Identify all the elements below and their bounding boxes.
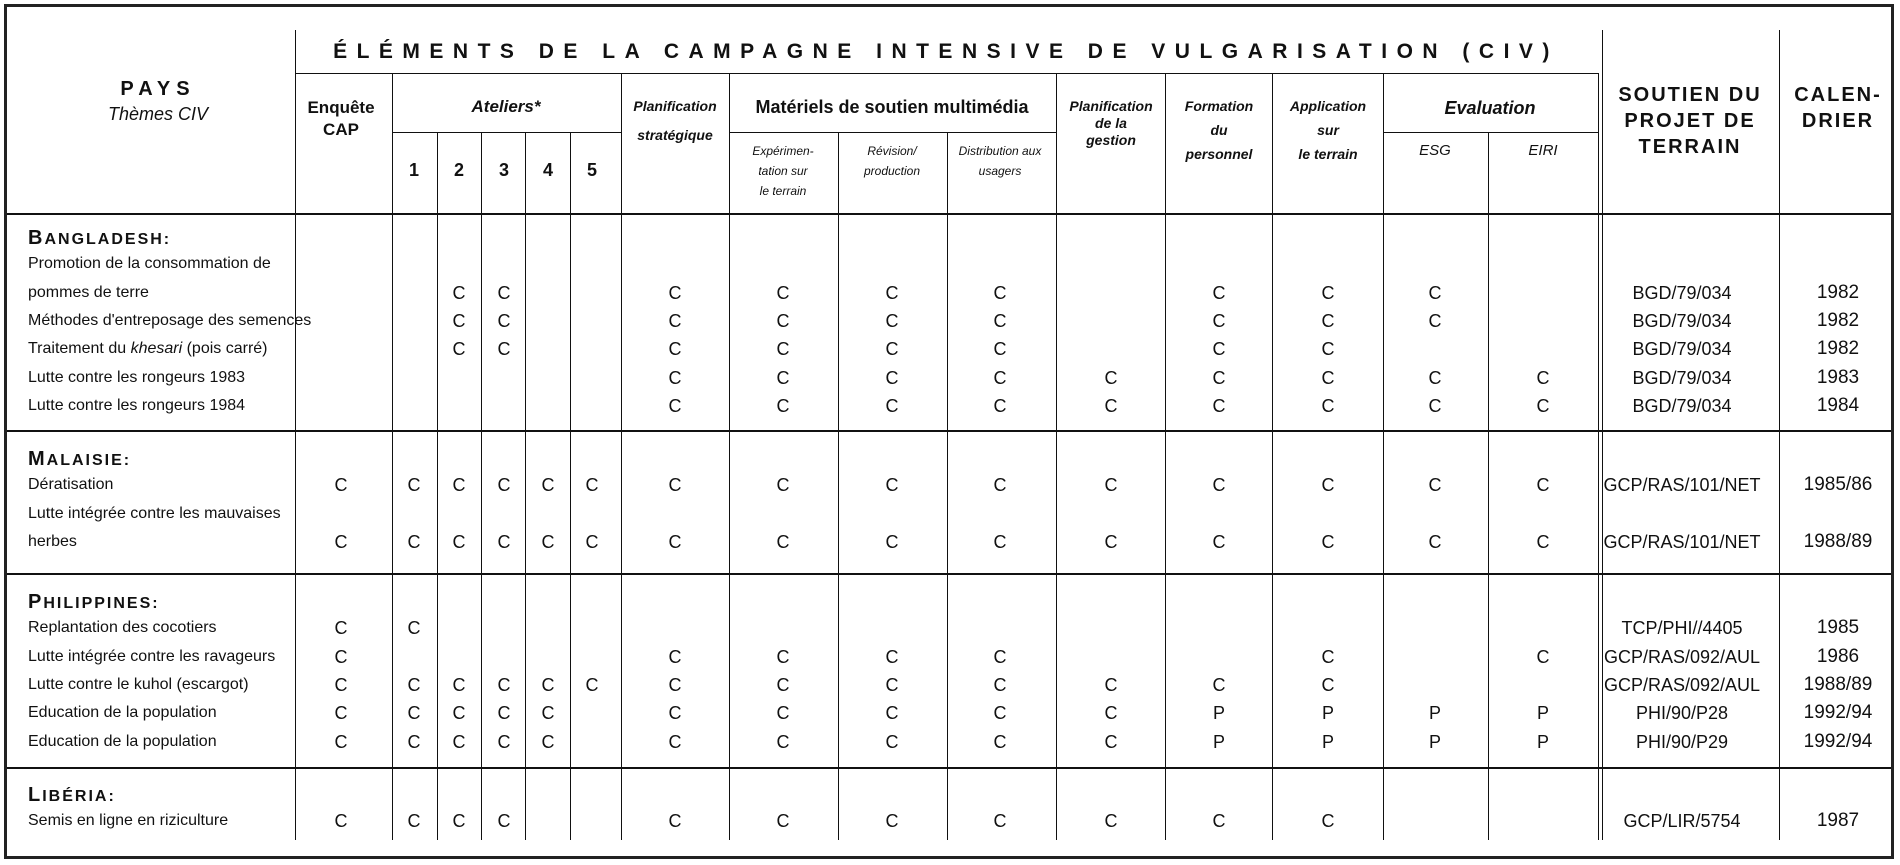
cell-value-pg: C	[1104, 367, 1118, 388]
project-code: GCP/LIR/5754	[1623, 811, 1741, 832]
cell-value-fp: C	[1212, 367, 1226, 388]
cell-value-a1: C	[407, 475, 421, 496]
planification-gestion-header: gestion	[1086, 132, 1136, 148]
cell-value-m2: C	[885, 282, 899, 303]
enquete-header: Enquête	[307, 98, 375, 117]
cell-value-fp: C	[1212, 339, 1226, 360]
cell-value-eiri: C	[1536, 646, 1550, 667]
cell-value-at: C	[1321, 395, 1335, 416]
cell-value-at: C	[1321, 282, 1335, 303]
cell-value-a2: C	[452, 282, 466, 303]
theme-label-part: Traitement du	[28, 340, 131, 358]
country-initial: P	[28, 591, 44, 613]
cell-value-m1: C	[776, 703, 790, 724]
cell-value-a2: C	[452, 674, 466, 695]
cell-value-m2: C	[885, 674, 899, 695]
cell-value-a4: C	[541, 531, 555, 552]
cell-value-fp: P	[1212, 703, 1226, 724]
theme-label-part: (pois carré)	[182, 340, 268, 358]
country-rest: HILIPPINES:	[43, 595, 160, 612]
project-code: PHI/90/P28	[1635, 703, 1729, 724]
theme-label: Education de la population	[28, 704, 217, 722]
evaluation-header: Evaluation	[1444, 98, 1536, 118]
column-divider	[570, 132, 571, 840]
soutien-header: PROJET DE	[1624, 110, 1756, 132]
cell-value-pg: C	[1104, 395, 1118, 416]
cell-value-a4: C	[541, 731, 555, 752]
ateliers-header: Ateliers*	[471, 97, 541, 116]
cell-value-at: C	[1321, 531, 1335, 552]
cell-value-eiri: C	[1536, 367, 1550, 388]
cell-value-a5: C	[585, 531, 599, 552]
formation-header: du	[1210, 122, 1228, 138]
country-divider	[7, 430, 1891, 432]
column-divider	[1056, 73, 1057, 840]
cell-value-a3: C	[497, 731, 511, 752]
country-rest: IBÉRIA:	[42, 788, 116, 805]
country-initial: L	[28, 784, 43, 806]
theme-label-italic: khesari	[130, 340, 183, 358]
cell-value-fp: C	[1212, 811, 1226, 832]
cap-header: CAP	[323, 120, 359, 139]
cell-value-cap: C	[334, 703, 348, 724]
cell-value-pg: C	[1104, 674, 1118, 695]
cell-value-esg: C	[1428, 367, 1442, 388]
calendar-year: 1992/94	[1803, 730, 1873, 752]
cell-value-m3: C	[993, 282, 1007, 303]
experimentation-header: Expérimen-	[752, 144, 814, 158]
cell-value-at: C	[1321, 310, 1335, 331]
themes-civ-subheader: Thèmes CIV	[107, 104, 209, 124]
atelier-number: 2	[453, 160, 465, 180]
calendrier-header: DRIER	[1801, 110, 1875, 132]
column-divider	[392, 73, 393, 840]
country-name	[28, 227, 171, 250]
cell-value-a4: C	[541, 703, 555, 724]
calendar-year: 1988/89	[1803, 530, 1873, 552]
soutien-header: SOUTIEN DU	[1618, 84, 1762, 106]
formation-header: personnel	[1185, 146, 1253, 162]
country-divider	[7, 767, 1891, 769]
column-divider	[838, 132, 839, 840]
cell-value-a4: C	[541, 475, 555, 496]
calendrier-header: CALEN-	[1794, 84, 1882, 106]
calendar-year: 1982	[1816, 338, 1860, 360]
cell-value-m3: C	[993, 310, 1007, 331]
cell-value-at: C	[1321, 811, 1335, 832]
cell-value-at: C	[1321, 674, 1335, 695]
calendar-year: 1986	[1816, 645, 1860, 667]
cell-value-esg: C	[1428, 282, 1442, 303]
materiels-header: Matériels de soutien multimédia	[755, 97, 1029, 117]
cell-value-m1: C	[776, 367, 790, 388]
cell-value-a1: C	[407, 703, 421, 724]
cell-value-fp: C	[1212, 674, 1226, 695]
cell-value-m3: C	[993, 395, 1007, 416]
country-name	[28, 591, 160, 614]
experimentation-header: tation sur	[758, 164, 808, 178]
cell-value-a2: C	[452, 531, 466, 552]
cell-value-m3: C	[993, 731, 1007, 752]
column-divider	[729, 73, 730, 840]
cell-value-at: P	[1321, 703, 1335, 724]
column-divider	[1488, 132, 1489, 840]
cell-value-a1: C	[407, 731, 421, 752]
civ-title: ÉLÉMENTS DE LA CAMPAGNE INTENSIVE DE VULGARISATION (CIV)	[333, 40, 1559, 63]
cell-value-ps: C	[668, 339, 682, 360]
cell-value-m1: C	[776, 475, 790, 496]
calendar-year: 1985/86	[1803, 474, 1873, 496]
country-initial: M	[28, 448, 47, 470]
cell-value-m1: C	[776, 282, 790, 303]
cell-value-cap: C	[334, 475, 348, 496]
atelier-number: 1	[408, 160, 420, 180]
country-rest: ANGLADESH:	[44, 231, 172, 248]
cell-value-esg: C	[1428, 395, 1442, 416]
cell-value-fp: C	[1212, 475, 1226, 496]
cell-value-ps: C	[668, 531, 682, 552]
cell-value-m2: C	[885, 731, 899, 752]
cell-value-m2: C	[885, 367, 899, 388]
calendar-year: 1984	[1816, 394, 1860, 416]
cell-value-a3: C	[497, 811, 511, 832]
cell-value-a3: C	[497, 339, 511, 360]
cell-value-m3: C	[993, 646, 1007, 667]
cell-value-cap: C	[334, 646, 348, 667]
cell-value-eiri: C	[1536, 475, 1550, 496]
column-divider	[1602, 30, 1603, 840]
revision-header: Révision/	[867, 144, 917, 158]
esg-header: ESG	[1419, 142, 1451, 159]
column-divider	[437, 132, 438, 840]
cell-value-m3: C	[993, 475, 1007, 496]
cell-value-a3: C	[497, 282, 511, 303]
theme-label: pommes de terre	[28, 283, 149, 301]
cell-value-m1: C	[776, 531, 790, 552]
cell-value-ps: C	[668, 703, 682, 724]
cell-value-a3: C	[497, 674, 511, 695]
distribution-header: Distribution aux	[958, 144, 1042, 158]
cell-value-a3: C	[497, 531, 511, 552]
theme-label-full	[28, 340, 268, 358]
calendar-year: 1982	[1816, 281, 1860, 303]
soutien-header: TERRAIN	[1638, 136, 1742, 158]
cell-value-at: C	[1321, 367, 1335, 388]
cell-value-a5: C	[585, 475, 599, 496]
atelier-number: 3	[498, 160, 510, 180]
cell-value-a2: C	[452, 339, 466, 360]
cell-value-eiri: P	[1536, 703, 1550, 724]
cell-value-fp: C	[1212, 395, 1226, 416]
application-header: sur	[1317, 122, 1339, 138]
project-code: BGD/79/034	[1632, 367, 1732, 388]
application-header: le terrain	[1298, 146, 1358, 162]
column-divider	[621, 73, 622, 840]
cell-value-eiri: P	[1536, 731, 1550, 752]
planification-gestion-header: Planification	[1069, 98, 1153, 114]
planification-strategique-header: Planification	[633, 98, 717, 114]
project-code: PHI/90/P29	[1635, 731, 1729, 752]
cell-value-m3: C	[993, 339, 1007, 360]
project-code: BGD/79/034	[1632, 310, 1732, 331]
cell-value-m1: C	[776, 811, 790, 832]
column-divider	[1383, 73, 1384, 840]
cell-value-a2: C	[452, 475, 466, 496]
calendar-year: 1982	[1816, 309, 1860, 331]
cell-value-eiri: C	[1536, 395, 1550, 416]
theme-label: Replantation des cocotiers	[28, 619, 217, 637]
cell-value-m2: C	[885, 703, 899, 724]
eiri-header: EIRI	[1528, 142, 1558, 159]
cell-value-a3: C	[497, 703, 511, 724]
cell-value-fp: C	[1212, 310, 1226, 331]
cell-value-m2: C	[885, 531, 899, 552]
cell-value-eiri: C	[1536, 531, 1550, 552]
header-bottom-rule	[7, 213, 1891, 215]
experimentation-header: le terrain	[759, 184, 807, 198]
cell-value-ps: C	[668, 367, 682, 388]
cell-value-a4: C	[541, 674, 555, 695]
theme-label: Promotion de la consommation de	[28, 255, 271, 273]
column-divider	[947, 132, 948, 840]
cell-value-a3: C	[497, 475, 511, 496]
atelier-number: 4	[542, 160, 554, 180]
column-divider	[1272, 73, 1273, 840]
cell-value-a5: C	[585, 674, 599, 695]
cell-value-pg: C	[1104, 475, 1118, 496]
theme-label: Méthodes d'entreposage des semences	[28, 311, 312, 329]
cell-value-a1: C	[407, 674, 421, 695]
cell-value-cap: C	[334, 531, 348, 552]
header-divider	[295, 73, 1598, 74]
header-divider	[1383, 132, 1598, 133]
cell-value-m2: C	[885, 646, 899, 667]
cell-value-m1: C	[776, 674, 790, 695]
formation-header: Formation	[1184, 98, 1254, 114]
theme-label: Lutte contre le kuhol (escargot)	[28, 675, 249, 693]
application-header: Application	[1289, 98, 1367, 114]
column-divider	[1598, 73, 1599, 840]
cell-value-m1: C	[776, 310, 790, 331]
calendar-year: 1988/89	[1803, 673, 1873, 695]
country-rest: ALAISIE:	[46, 452, 132, 469]
theme-label: Lutte intégrée contre les mauvaises	[28, 504, 281, 522]
cell-value-m1: C	[776, 339, 790, 360]
cell-value-a1: C	[407, 811, 421, 832]
cell-value-at: C	[1321, 339, 1335, 360]
cell-value-at: C	[1321, 475, 1335, 496]
calendar-year: 1992/94	[1803, 702, 1873, 724]
distribution-header: usagers	[978, 164, 1022, 178]
project-code: GCP/RAS/101/NET	[1603, 531, 1761, 552]
theme-label: Lutte contre les rongeurs 1983	[28, 368, 246, 386]
cell-value-m3: C	[993, 531, 1007, 552]
planification-gestion-header: de la	[1095, 115, 1127, 131]
revision-header: production	[863, 164, 921, 178]
cell-value-cap: C	[334, 618, 348, 639]
cell-value-fp: C	[1212, 531, 1226, 552]
cell-value-fp: C	[1212, 282, 1226, 303]
cell-value-a1: C	[407, 531, 421, 552]
cell-value-ps: C	[668, 731, 682, 752]
cell-value-fp: P	[1212, 731, 1226, 752]
cell-value-m3: C	[993, 811, 1007, 832]
cell-value-m2: C	[885, 395, 899, 416]
cell-value-pg: C	[1104, 811, 1118, 832]
cell-value-pg: C	[1104, 703, 1118, 724]
column-divider	[525, 132, 526, 840]
theme-label: Lutte contre les rongeurs 1984	[28, 396, 246, 414]
cell-value-ps: C	[668, 282, 682, 303]
cell-value-cap: C	[334, 674, 348, 695]
project-code: GCP/RAS/101/NET	[1603, 475, 1761, 496]
project-code: TCP/PHI//4405	[1621, 618, 1743, 639]
cell-value-m1: C	[776, 646, 790, 667]
calendar-year: 1983	[1816, 366, 1860, 388]
cell-value-ps: C	[668, 395, 682, 416]
cell-value-a2: C	[452, 703, 466, 724]
cell-value-esg: P	[1428, 703, 1442, 724]
atelier-number: 5	[586, 160, 598, 180]
theme-label: Semis en ligne en riziculture	[28, 812, 229, 830]
cell-value-ps: C	[668, 674, 682, 695]
cell-value-m2: C	[885, 475, 899, 496]
country-initial: B	[28, 227, 45, 249]
cell-value-pg: C	[1104, 531, 1118, 552]
country-divider	[7, 573, 1891, 575]
calendar-year: 1987	[1816, 810, 1860, 832]
cell-value-cap: C	[334, 731, 348, 752]
planification-strategique-header: stratégique	[637, 127, 713, 143]
header-divider	[729, 132, 1056, 133]
cell-value-ps: C	[668, 475, 682, 496]
column-divider	[481, 132, 482, 840]
cell-value-m3: C	[993, 367, 1007, 388]
header-divider	[392, 132, 621, 133]
cell-value-ps: C	[668, 811, 682, 832]
pays-header: PAYS	[120, 78, 196, 100]
project-code: GCP/RAS/092/AUL	[1603, 674, 1761, 695]
country-name	[28, 784, 116, 807]
cell-value-esg: C	[1428, 475, 1442, 496]
cell-value-esg: P	[1428, 731, 1442, 752]
theme-label: Education de la population	[28, 732, 217, 750]
cell-value-esg: C	[1428, 310, 1442, 331]
cell-value-cap: C	[334, 811, 348, 832]
project-code: GCP/RAS/092/AUL	[1603, 646, 1761, 667]
cell-value-m2: C	[885, 310, 899, 331]
cell-value-ps: C	[668, 646, 682, 667]
cell-value-m3: C	[993, 674, 1007, 695]
column-divider	[295, 30, 296, 840]
cell-value-m1: C	[776, 731, 790, 752]
column-divider	[1165, 73, 1166, 840]
cell-value-m1: C	[776, 395, 790, 416]
cell-value-esg: C	[1428, 531, 1442, 552]
theme-label: Lutte intégrée contre les ravageurs	[28, 647, 276, 665]
cell-value-at: P	[1321, 731, 1335, 752]
cell-value-a2: C	[452, 811, 466, 832]
theme-label: Dératisation	[28, 476, 114, 494]
theme-label: herbes	[28, 532, 77, 550]
country-name	[28, 448, 131, 471]
project-code: BGD/79/034	[1632, 282, 1732, 303]
cell-value-m2: C	[885, 339, 899, 360]
project-code: BGD/79/034	[1632, 395, 1732, 416]
cell-value-a1: C	[407, 618, 421, 639]
cell-value-m2: C	[885, 811, 899, 832]
cell-value-m3: C	[993, 703, 1007, 724]
cell-value-at: C	[1321, 646, 1335, 667]
cell-value-pg: C	[1104, 731, 1118, 752]
project-code: BGD/79/034	[1632, 339, 1732, 360]
cell-value-a2: C	[452, 310, 466, 331]
cell-value-ps: C	[668, 310, 682, 331]
cell-value-a3: C	[497, 310, 511, 331]
calendar-year: 1985	[1816, 617, 1860, 639]
cell-value-a2: C	[452, 731, 466, 752]
column-divider	[1779, 30, 1780, 840]
